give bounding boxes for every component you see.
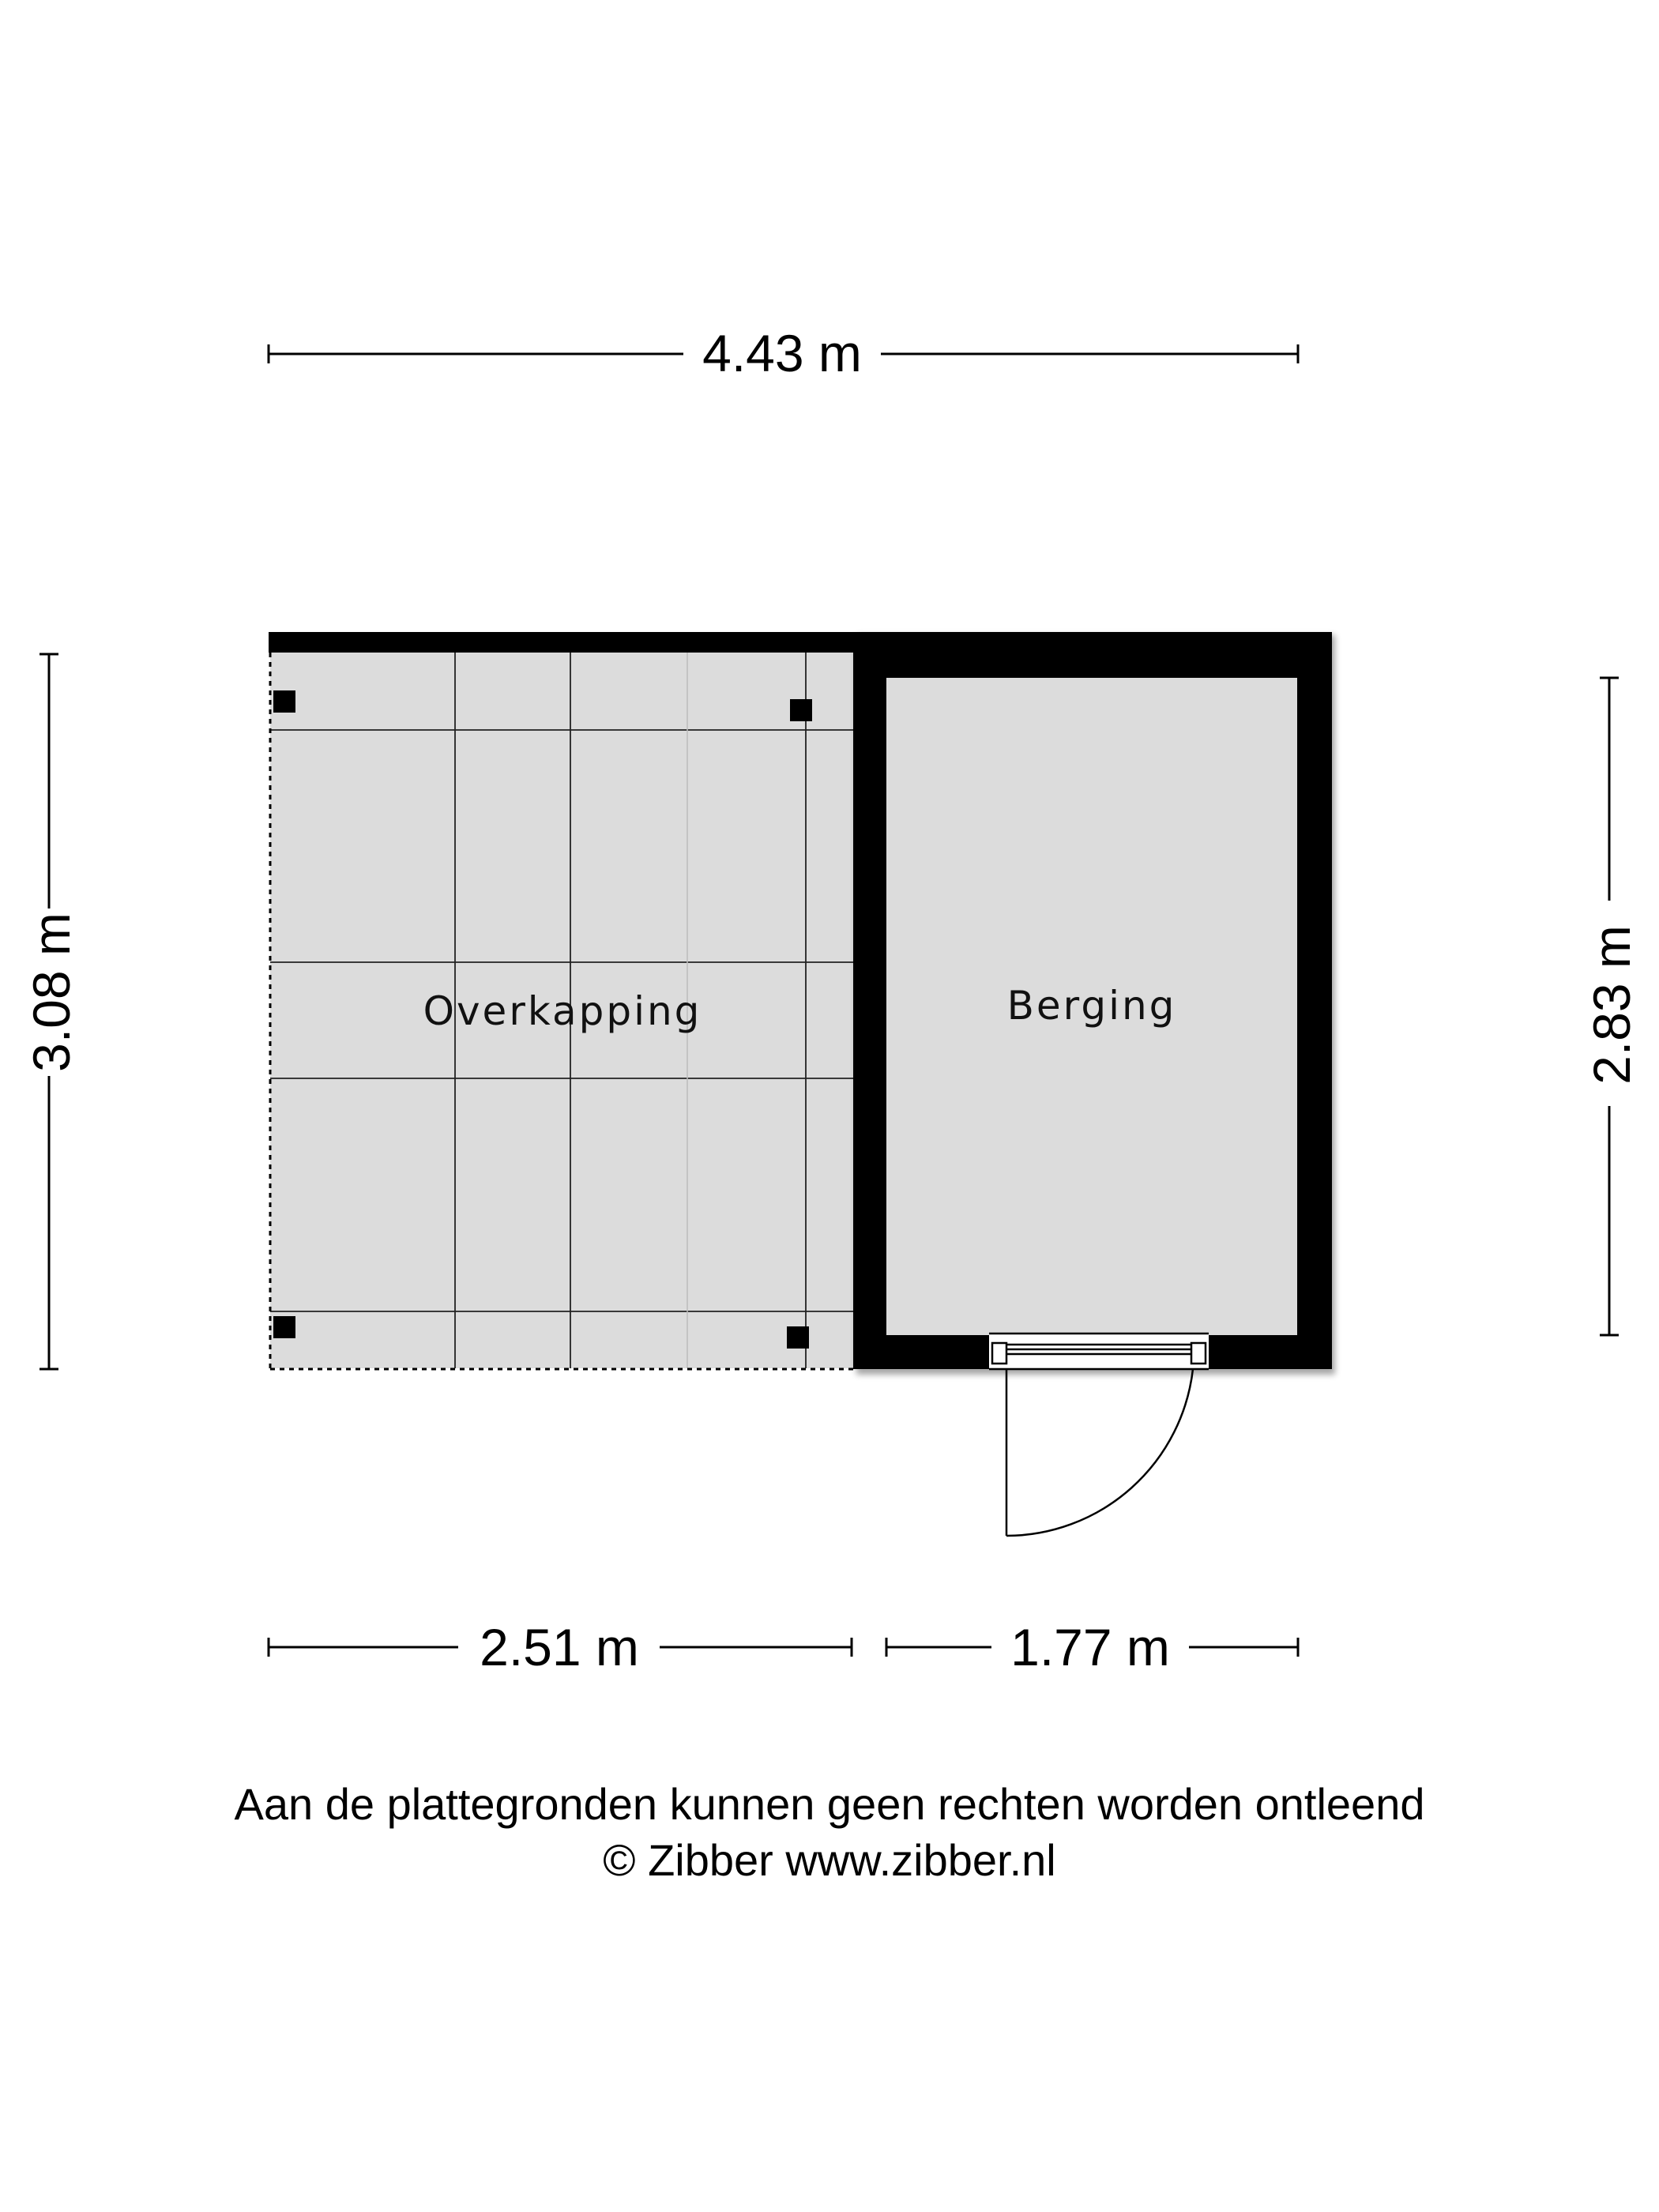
dimension-left-height	[22, 654, 81, 1369]
door-opening	[989, 1334, 1209, 1370]
post-top-right	[790, 699, 812, 721]
copyright-text: © Zibber www.zibber.nl	[603, 1835, 1056, 1885]
dimension-bottom-left	[269, 1618, 852, 1676]
room-label-overkapping: Overkapping	[423, 988, 702, 1034]
post-bottom-right	[787, 1326, 809, 1349]
dimension-right-height	[1582, 678, 1641, 1335]
dimension-top-total	[269, 324, 1298, 382]
dimension-label-bottom-left: 2.51 m	[480, 1618, 639, 1676]
dimension-label-total-width: 4.43 m	[702, 324, 862, 382]
dimension-label-right-height: 2.83 m	[1582, 925, 1641, 1085]
room-berging	[853, 632, 1335, 1536]
dimension-label-bottom-right: 1.77 m	[1010, 1618, 1170, 1676]
post-bottom-left	[273, 1316, 295, 1338]
disclaimer-text: Aan de plattegronden kunnen geen rechten worden ontleend	[234, 1779, 1425, 1829]
overkapping-top-beam	[269, 632, 855, 653]
post-top-left	[273, 690, 295, 713]
room-label-berging: Berging	[1006, 983, 1177, 1029]
dimension-label-left-height: 3.08 m	[22, 912, 81, 1072]
door-swing	[1006, 1369, 1193, 1536]
room-overkapping	[269, 632, 855, 1369]
dimension-bottom-right	[886, 1618, 1298, 1676]
